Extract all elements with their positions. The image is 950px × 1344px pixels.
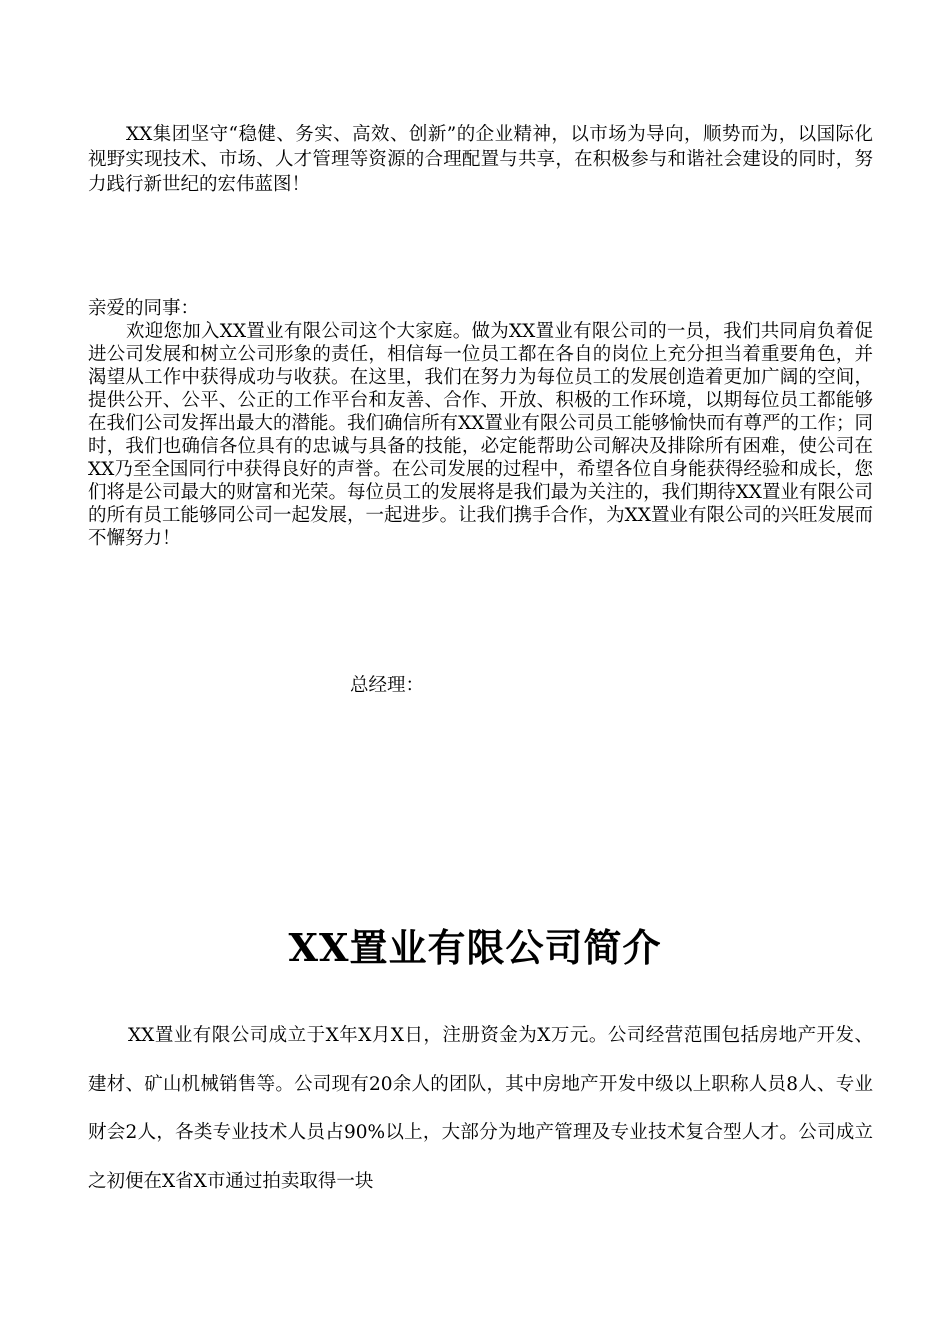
letter-signature: 总经理： <box>350 675 425 696</box>
letter-body: 欢迎您加入XX置业有限公司这个大家庭。做为XX置业有限公司的一员，我们共同肩负着促进公司发展和树立公司形象的责任，相信每一位员工都在各自的岗位上充分担当着重要角色，并渴望从工作中获得成功与收获。在这里，我们在努力为每位员工的发展创造着更加广阔的空间，提供公开、公平、公正的工作平台和友善、合作、开放、积极的工作环境，以期每位员工都能够在我们公司发挥出最大的潜能。我们确信所有XX置业有限公司员工能够愉快而有尊严的工作；同时，我们也确信各位具有的忠诚与具备的技能，必定能帮助公司解决及排除所有困难，使公司在XX乃至全国同行中获得良好的声誉。在公司发展的过程中，希望各位自身能获得经验和成长，您们将是公司最大的财富和光荣。每位员工的发展将是我们最为关注的，我们期待XX置业有限公司的所有员工能够同公司一起发展，一起进步。让我们携手合作，为XX置业有限公司的兴旺发展而不懈努力！ <box>88 321 873 549</box>
section-title: XX置业有限公司简介 <box>288 925 662 970</box>
company-intro-paragraph: XX置业有限公司成立于X年X月X日，注册资金为X万元。公司经营范围包括房地产开发、建材、矿山机械销售等。公司现有20余人的团队，其中房地产开发中级以上职称人员8人、专业财会2人，各类专业技术人员占90%以上，大部分为地产管理及专业技术复合型人才。公司成立之初便在X省X市通过拍卖取得一块 <box>88 1025 873 1192</box>
motto-paragraph: XX集团坚守“稳健、务实、高效、创新”的企业精神，以市场为导向，顺势而为，以国际化视野实现技术、市场、人才管理等资源的合理配置与共享，在积极参与和谐社会建设的同时，努力践行新世纪的宏伟蓝图！ <box>88 124 873 195</box>
letter-greeting: 亲爱的同事： <box>88 298 200 319</box>
